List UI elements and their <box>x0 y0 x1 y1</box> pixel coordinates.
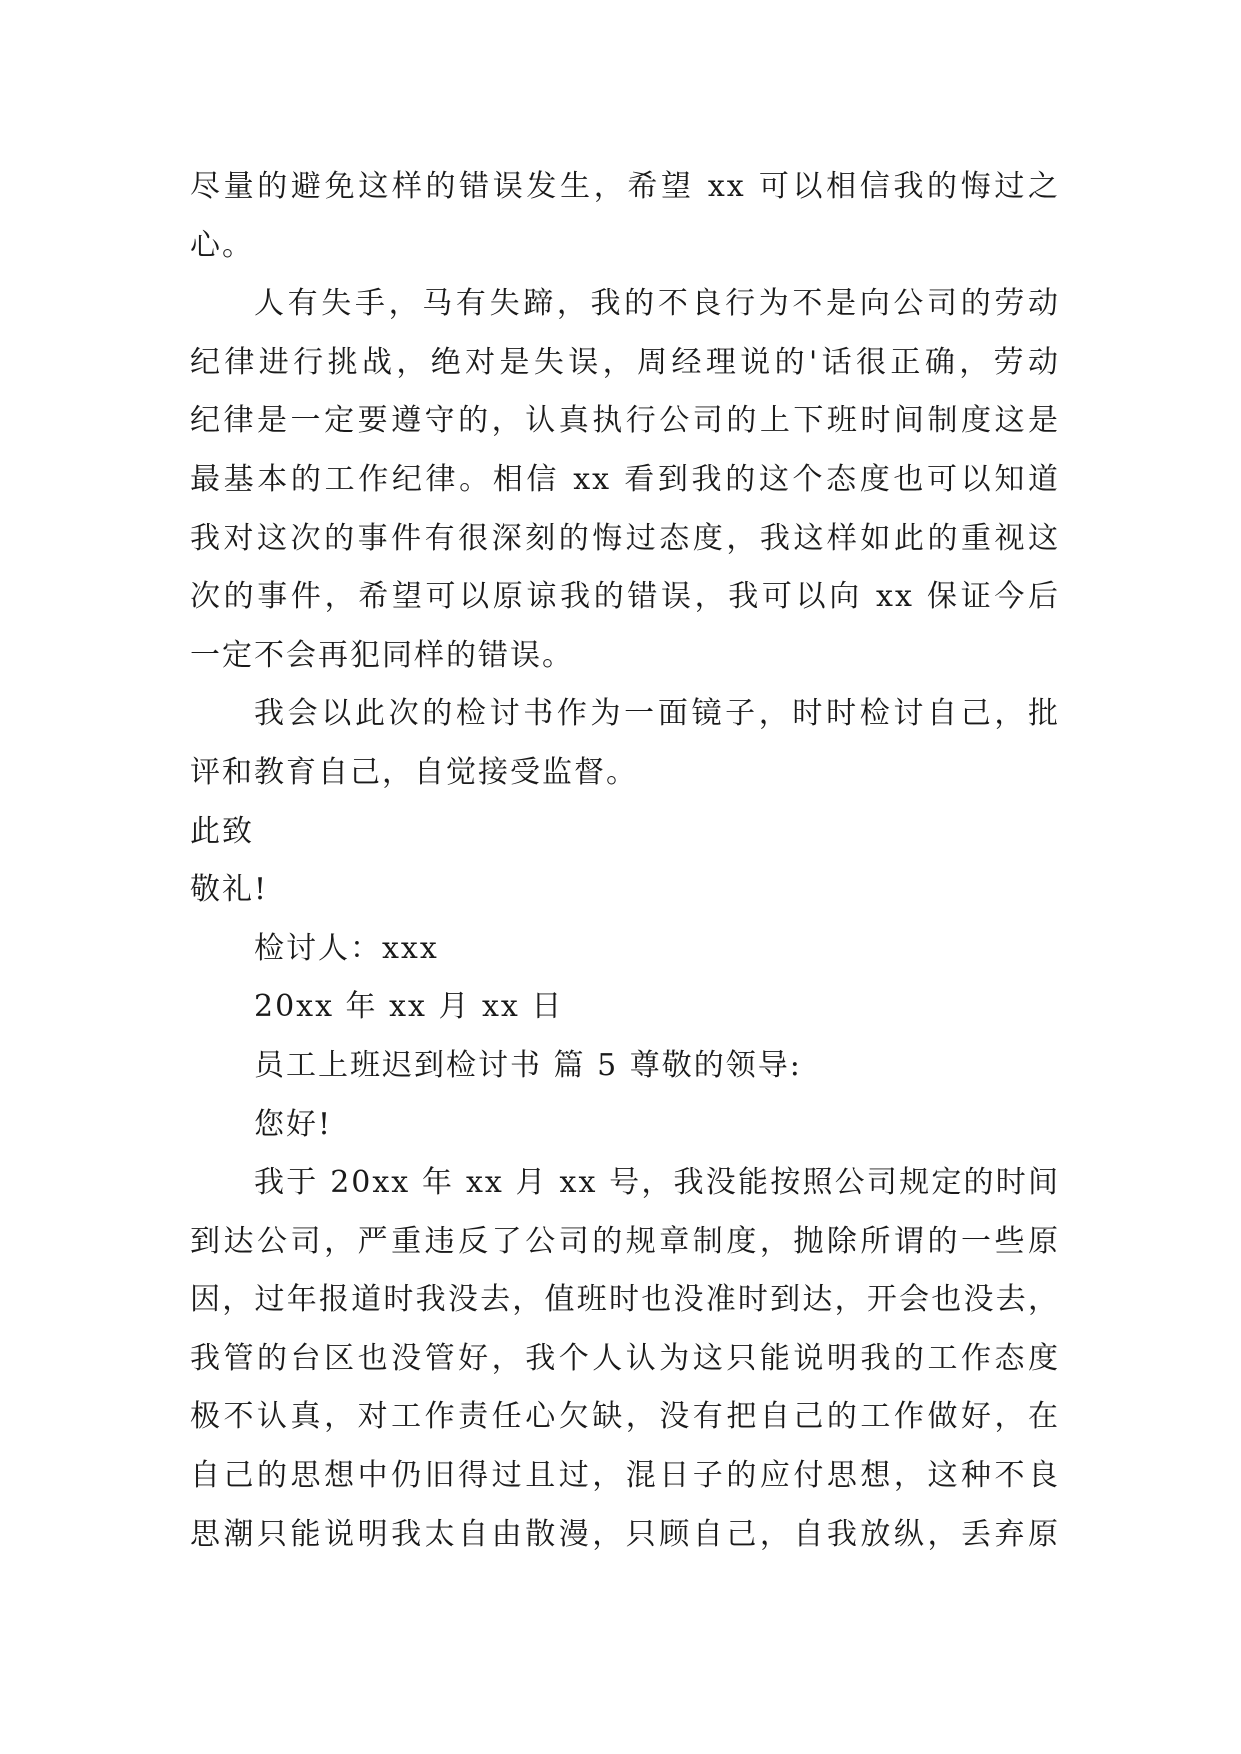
text-line: 思潮只能说明我太自由散漫，只顾自己，自我放纵，丢弃原 <box>190 1516 1060 1552</box>
text-line: 评和教育自己，自觉接受监督。 <box>190 754 638 790</box>
document-body <box>190 158 1060 1564</box>
section-heading: 员工上班迟到检讨书 篇 5 尊敬的领导: <box>254 1047 802 1083</box>
text-line: 到达公司，严重违反了公司的规章制度，抛除所谓的一些原 <box>190 1223 1060 1259</box>
text-line: 心。 <box>190 227 254 263</box>
text-line: 次的事件，希望可以原谅我的错误，我可以向 xx 保证今后 <box>190 579 1060 615</box>
text-line: 自己的思想中仍旧得过且过，混日子的应付思想，这种不良 <box>190 1458 1060 1494</box>
text-line: 我对这次的事件有很深刻的悔过态度，我这样如此的重视这 <box>190 520 1060 556</box>
closing-phrase: 此致 <box>190 813 254 849</box>
closing-salute: 敬礼! <box>190 872 269 908</box>
paragraph-start-line: 我于 20xx 年 xx 月 xx 号，我没能按照公司规定的时间 <box>254 1165 1060 1201</box>
date-line: 20xx 年 xx 月 xx 日 <box>254 989 564 1025</box>
text-line: 一定不会再犯同样的错误。 <box>190 637 574 673</box>
text-line: 纪律是一定要遵守的，认真执行公司的上下班时间制度这是 <box>190 403 1060 439</box>
paragraph-start-line: 我会以此次的检讨书作为一面镜子，时时检讨自己，批 <box>254 696 1060 732</box>
text-line: 最基本的工作纪律。相信 xx 看到我的这个态度也可以知道 <box>190 461 1060 497</box>
text-line: 因，过年报道时我没去，值班时也没准时到达，开会也没去， <box>190 1282 1060 1318</box>
text-line: 我管的台区也没管好，我个人认为这只能说明我的工作态度 <box>190 1340 1060 1376</box>
greeting-line: 您好! <box>254 1106 333 1142</box>
paragraph-start-line: 人有失手，马有失蹄，我的不良行为不是向公司的劳动 <box>254 286 1060 322</box>
text-line: 极不认真，对工作责任心欠缺，没有把自己的工作做好，在 <box>190 1399 1060 1435</box>
text-line: 尽量的避免这样的错误发生，希望 xx 可以相信我的悔过之 <box>190 169 1060 204</box>
text-line: 纪律进行挑战，绝对是失误，周经理说的'话很正确，劳动 <box>190 344 1060 380</box>
signature-line: 检讨人：xxx <box>254 930 439 966</box>
